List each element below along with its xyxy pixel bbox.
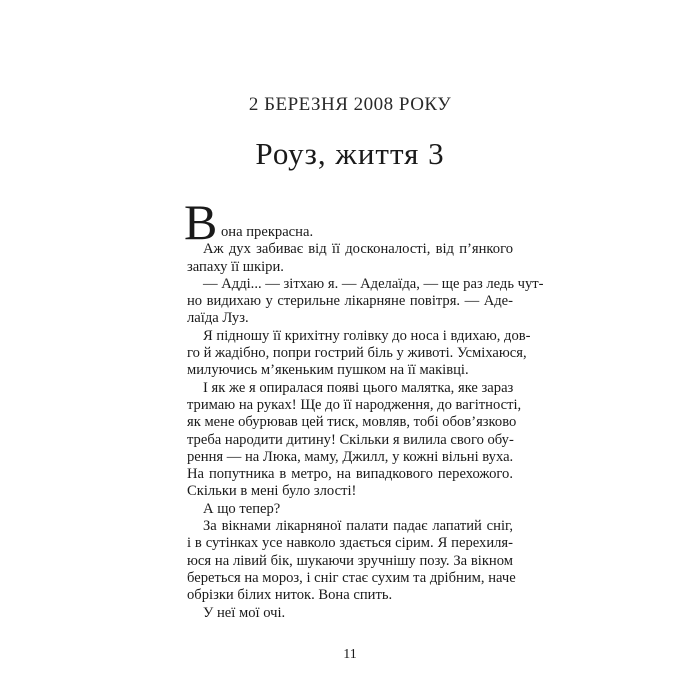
- text-line: За вікнами лікарняної палати падає лапатий сніг,: [203, 518, 513, 535]
- chapter-title: Роуз, життя 3: [255, 136, 445, 171]
- text-line: го й жадібно, попри гострий біль у животі. Усміхаюся,: [187, 345, 527, 362]
- text-line: Скільки в мені було злості!: [187, 483, 357, 500]
- text-line: А що тепер?: [203, 500, 281, 517]
- text-line: — Адді... — зітхаю я. — Аделаїда, — ще раз ледь чут-: [203, 275, 544, 292]
- text-line: лаїда Луз.: [187, 310, 249, 327]
- text-line: она прекрасна.: [221, 224, 314, 240]
- text-line: Аж дух забиває від її досконалості, від п’янкого: [203, 241, 513, 258]
- text-line: і в сутінках усе навколо здається сірим. Я перехиля-: [187, 535, 513, 552]
- text-line: береться на мороз, і сніг стає сухим та дрібним, наче: [187, 569, 516, 586]
- text-line: треба народити дитину! Скільки я вилила свого обу-: [187, 431, 514, 448]
- text-line: На попутника в метро, на випадкового перехожого.: [187, 466, 513, 483]
- text-line: У неї мої очі.: [203, 604, 286, 621]
- chapter-date: 2 БЕРЕЗНЯ 2008 РОКУ: [248, 94, 452, 115]
- text-line: милуючись м’якеньким пушком на її маківці.: [187, 362, 469, 379]
- text-line: тримаю на руках! Ще до її народження, до вагітності,: [187, 396, 522, 413]
- text-line: Я підношу її крихітну голівку до носа і вдихаю, дов-: [203, 327, 531, 344]
- text-line: юся на лівий бік, шукаючи зручнішу позу. За вікном: [187, 552, 513, 569]
- text-line: запаху її шкіри.: [187, 258, 284, 275]
- text-line: І як же я опиралася появі цього малятка, яке зараз: [203, 379, 514, 396]
- text-line: обрізки білих ниток. Вона спить.: [187, 587, 393, 604]
- text-line: як мене обурював цей тиск, мовляв, тобі обов’язково: [187, 414, 517, 431]
- chapter-body: [187, 224, 544, 622]
- page-number: 11: [343, 647, 357, 662]
- drop-cap: В: [184, 194, 218, 250]
- text-line: но видихаю у стерильне лікарняне повітря. — Аде-: [187, 293, 513, 310]
- text-line: рення — на Люка, маму, Джилл, у кожні вільні вуха.: [187, 448, 514, 465]
